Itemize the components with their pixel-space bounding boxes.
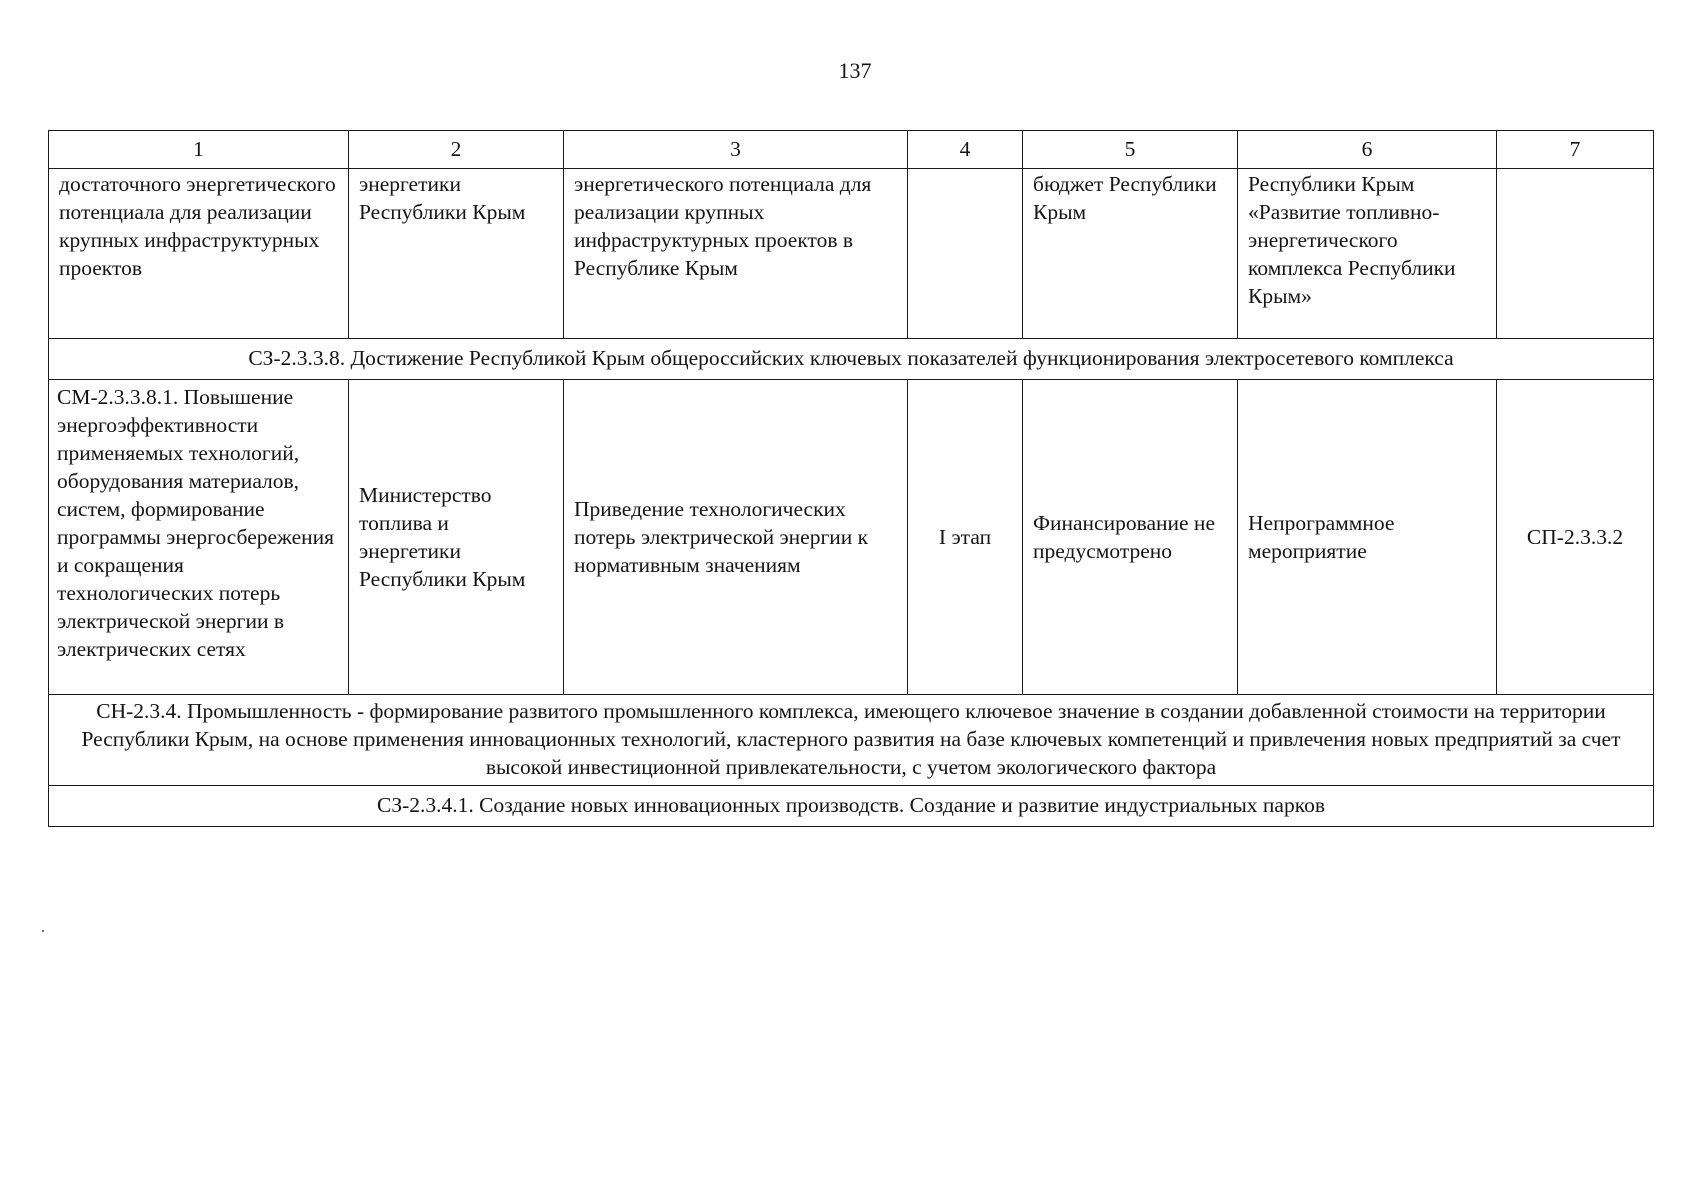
cell-responsible-executor: Министерство топлива и энергетики Республики Крым [349,380,564,695]
column-number-3: 3 [564,131,908,169]
section-row-sz-2-3-3-8 [49,339,1654,380]
cell-measure-name: достаточного энергетического потенциала для реализации крупных инфраструктурных проектов [49,169,349,339]
cell-funding-source: Финансирование не предусмотрено [1023,380,1238,695]
cell-stage [908,169,1023,339]
column-number-5: 5 [1023,131,1238,169]
cell-funding-source: бюджет Республики Крым [1023,169,1238,339]
program-measures-table [48,130,1654,827]
goal-row-sn-2-3-4 [49,695,1654,786]
table-row-sm-2-3-3-8-1 [49,380,1654,695]
page-number: 137 [838,58,872,83]
section-title-sz-2-3-3-8: СЗ-2.3.3.8. Достижение Республикой Крым общероссийских ключевых показателей функционирования электросетевого комплекса [49,339,1654,380]
table-row-continued [49,169,1654,339]
cell-link: СП-2.3.3.2 [1497,380,1654,695]
column-number-2: 2 [349,131,564,169]
column-number-header-row [49,131,1654,169]
cell-stage: I этап [908,380,1023,695]
cell-expected-result: энергетического потенциала для реализации крупных инфраструктурных проектов в Республике Крым [564,169,908,339]
goal-title-sn-2-3-4: СН-2.3.4. Промышленность - формирование развитого промышленного комплекса, имеющего ключевое значение в создании добавленной стоимости на территории Республики Крым, на основе применения инновационных технологий, кластерного развития на базе ключевых компетенций и привлечения новых предприятий за счет высокой инвестиционной привлекательности, с учетом экологического фактора [49,695,1654,786]
cell-expected-result: Приведение технологических потерь электрической энергии к нормативным значениям [564,380,908,695]
column-number-6: 6 [1238,131,1497,169]
section-title-sz-2-3-4-1: СЗ-2.3.4.1. Создание новых инновационных производств. Создание и развитие индустриальных парков [49,786,1654,827]
column-number-7: 7 [1497,131,1654,169]
section-row-sz-2-3-4-1 [49,786,1654,827]
column-number-1: 1 [49,131,349,169]
cell-program: Республики Крым «Развитие топливно-энергетического комплекса Республики Крым» [1238,169,1497,339]
cell-program: Непрограммное мероприятие [1238,380,1497,695]
cell-link [1497,169,1654,339]
column-number-4: 4 [908,131,1023,169]
cell-responsible-executor: энергетики Республики Крым [349,169,564,339]
scan-speck [42,930,44,932]
cell-measure-name: СМ-2.3.3.8.1. Повышение энергоэффективности применяемых технологий, оборудования материалов, систем, формирование программы энергосбережения и сокращения технологических потерь электрической энергии в электрических сетях [49,380,349,695]
